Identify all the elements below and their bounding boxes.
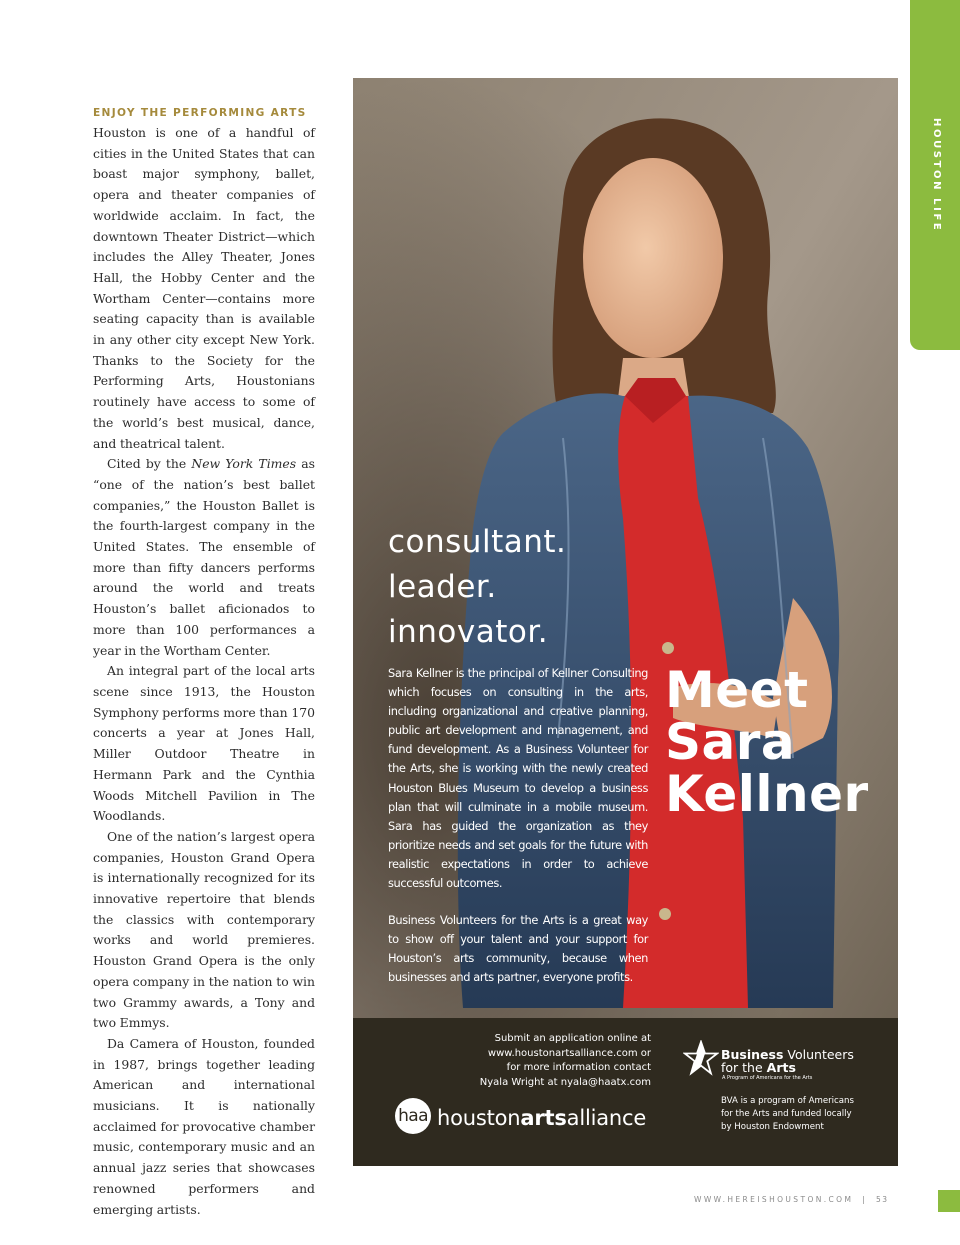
- wordmark-part: alliance: [566, 1106, 647, 1130]
- wordmark-part: arts: [520, 1106, 567, 1130]
- footer-separator: |: [862, 1195, 865, 1204]
- note-line: by Houston Endowment: [721, 1122, 824, 1133]
- article-column: [93, 107, 315, 1220]
- paragraph-text: Cited by the: [107, 456, 192, 472]
- article-paragraph: Houston is one of a handful of cities in the United States that can boast major symphony, ballet, opera and theater companies of worldwide acclaim. In fact, the downtown Theater District—which includes the Alley Theater, Jones Hall, the Hobby Center and the Wortham Center—contains more seating capacity than is available in any other city except New York. Thanks to the Society for the Performing Arts, Houstonians routinely have access to some of the world’s best musical, dance, and theatrical talent.: [93, 125, 315, 451]
- bva-logo-text: [721, 1048, 854, 1074]
- ad-body-copy: [388, 664, 648, 1006]
- note-line: BVA is a program of Americans: [721, 1096, 854, 1106]
- bva-subtitle: A Program of Americans for the Arts: [722, 1075, 813, 1081]
- article-paragraph: Da Camera of Houston, founded in 1987, brings together leading American and international musicians. It is nationally acclaimed for provocative chamber music, contemporary music and an annual jazz series that showcases renowned performers and emerging artists.: [93, 1035, 315, 1217]
- tagline: leader.: [388, 569, 497, 605]
- contact-email[interactable]: Nyala Wright at nyala@haatx.com: [479, 1076, 651, 1088]
- website-link[interactable]: www.houstonartsalliance.com or: [487, 1047, 651, 1059]
- headline-line: Sara: [665, 713, 796, 771]
- publication-name: New York Times: [191, 456, 297, 472]
- bva-name-part: Business: [721, 1047, 784, 1062]
- bva-name-part: Arts: [766, 1060, 796, 1075]
- submit-info: [453, 1032, 651, 1090]
- page-marker: [938, 1190, 960, 1212]
- bva-name-part: Volunteers: [783, 1047, 854, 1062]
- advertisement: [353, 78, 898, 1166]
- article-paragraph: An integral part of the local arts scene since 1913, the Houston Symphony performs more than 170 concerts a year at Jones Hall, Miller Outdoor Theatre in Hermann Park and the Cynthia Woods Mitchell Pavilion in The Woodlands.: [93, 663, 315, 824]
- ad-footer-bar: [353, 1018, 898, 1166]
- haa-wordmark: [437, 1106, 646, 1130]
- page-number: 53: [876, 1195, 889, 1204]
- headline-line: Meet: [665, 661, 809, 719]
- ad-paragraph: Business Volunteers for the Arts is a great way to show off your talent and your support for Houston’s arts community, because when businesses and arts partner, everyone profits.: [388, 913, 648, 985]
- paragraph-text: as “one of the nation’s best ballet companies,” the Houston Ballet is the fourth-largest company in the United States. The ensemble of more than fifty dancers performs around the world and treats Houston’s ballet aficionados to more than 100 performances a year in the Wortham Center.: [93, 456, 316, 658]
- note-line: for the Arts and funded locally: [721, 1109, 852, 1120]
- star-icon: [683, 1040, 719, 1076]
- site-url[interactable]: WWW.HEREISHOUSTON.COM: [694, 1195, 854, 1204]
- section-heading: ENJOY THE PERFORMING ARTS: [93, 107, 307, 119]
- ad-headline: [665, 661, 869, 823]
- headline-line: Kellner: [665, 765, 869, 823]
- ad-taglines: [388, 520, 566, 655]
- bva-note: [721, 1095, 854, 1135]
- ad-paragraph: Sara Kellner is the principal of Kellner Consulting which focuses on consulting in the arts, including organizational and creative planning, public art development and management, and fund development. As a Business Volunteer for the Arts, she is working with the newly created Houston Blues Museum to develop a business plan that will culminate in a mobile museum. Sara has guided the organization as they prioritize needs and set goals for the future with realistic expectations in order to achieve successful outcomes.: [388, 666, 648, 891]
- article-paragraph: One of the nation’s largest opera companies, Houston Grand Opera is internationally recognized for its innovative repertoire that blends the classics with contemporary works and world premieres. Houston Grand Opera is the only opera company in the nation to win two Grammy awards, a Tony and two Emmys.: [93, 828, 315, 1031]
- bva-name-part: for the: [721, 1060, 767, 1075]
- tagline: innovator.: [388, 614, 549, 650]
- haa-logo-icon: haa: [395, 1098, 431, 1134]
- submit-line: Submit an application online at: [494, 1033, 651, 1044]
- article-paragraph: [93, 454, 315, 661]
- wordmark-part: houston: [437, 1106, 521, 1130]
- section-tab-label: HOUSTON LIFE: [931, 118, 942, 233]
- submit-line: for more information contact: [506, 1062, 651, 1074]
- tagline: consultant.: [388, 524, 567, 560]
